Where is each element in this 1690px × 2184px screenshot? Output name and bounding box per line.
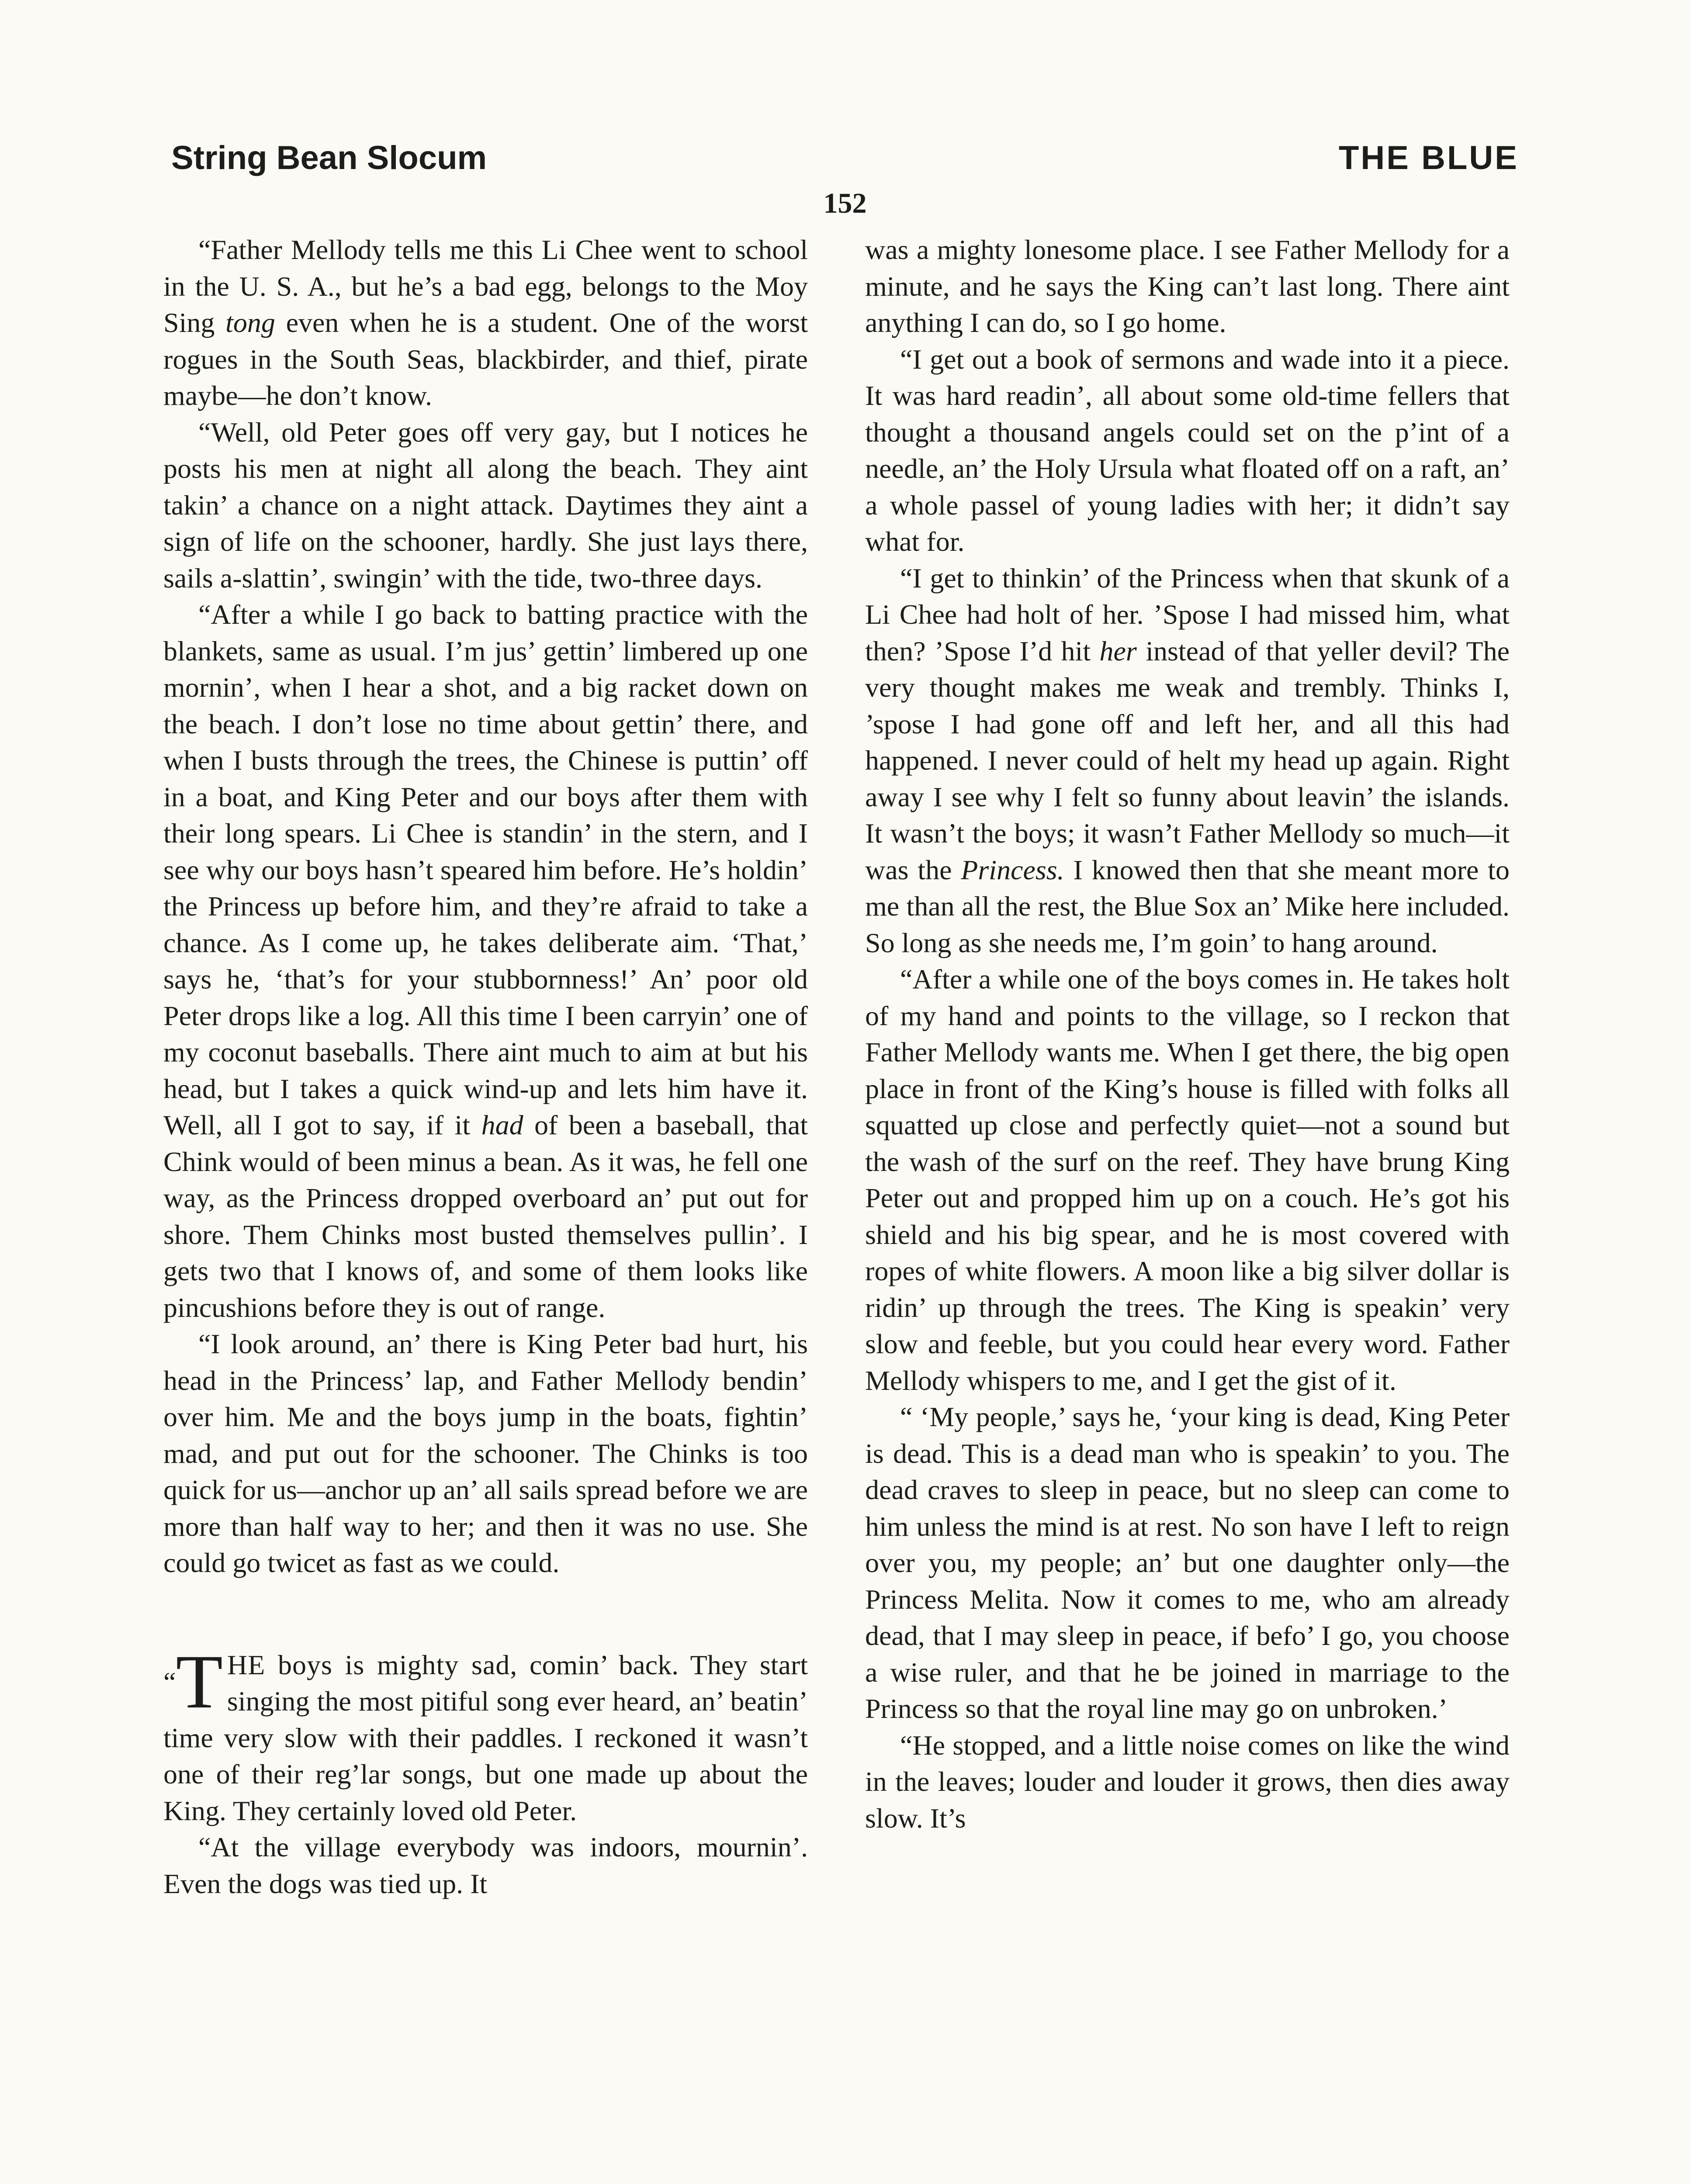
page-number: 152 <box>823 187 867 219</box>
paragraph-text: “After a while I go back to batting practice with the blankets, same as usual. I’m jus’ gettin’ limbered up one mornin’, when I hear a shot, and a big racket down on the beach. I don’t lose no time about gettin’ there, and when I busts through the trees, the Chinese is puttin’ off in a boat, and King Peter and our boys after them with their long spears. Li Chee is standin’ in the stern, and I see why our boys hasn’t speared him before. He’s holdin’ the Princess up before him, and they’re afraid to take a chance. As I come up, he takes deliberate aim. ‘That,’ says he, ‘that’s for your stubbornness!’ An’ poor old Peter drops like a log. All this time I been carryin’ one of my coconut baseballs. There aint much to aim at but his head, but I takes a quick wind-up and lets him have it. Well, all I got to say, if it <box>163 599 808 1140</box>
paragraph-continued: was a mighty lonesome place. I see Father Mellody for a minute, and he says the King can’t last long. There aint anything I can do, so I go home. <box>865 234 1510 338</box>
paragraph: “After a while one of the boys comes in. He takes holt of my hand and points to the village, so I reckon that Father Mellody wants me. When I get there, the big open place in front of the King’s house is filled with folks all squatted up close and perfectly quiet—not a sound but the wash of the surf on the reef. They have brung King Peter out and propped him up on a couch. He’s got his shield and his big spear, and he is most covered with ropes of white flowers. A moon like a big silver dollar is ridin’ up through the trees. The King is speakin’ very slow and feeble, but you could hear every word. Father Mellody whispers to me, and I get the gist of it. <box>865 964 1510 1396</box>
left-column <box>163 232 808 2184</box>
opening-quote: “ <box>163 1666 176 1697</box>
italic-word: had <box>481 1109 523 1140</box>
paragraph: “He stopped, and a little noise comes on like the wind in the leaves; louder and louder it grows, then dies away slow. It’s <box>865 1729 1510 1834</box>
paragraph <box>163 596 808 1326</box>
lead-in-text: HE boys is mighty sad, <box>227 1649 518 1680</box>
paragraph: “At the village everybody was indoors, mournin’. Even the dogs was tied up. It <box>163 1832 808 1899</box>
paragraph-text: “I get to thinkin’ of the Princess when that skunk of a Li Chee had holt of her. ’Spose I had missed him, what then? ’Spose I’d hit <box>865 562 1510 667</box>
italic-word: tong <box>225 307 275 338</box>
paragraph <box>865 560 1510 961</box>
magazine-title: THE BLUE <box>1339 139 1519 176</box>
paragraph-text: “Father Mellody tells me this Li Chee went to school in the U. S. A., but he’s a bad egg, belongs to the Moy Sing <box>163 234 808 338</box>
paragraph <box>163 232 808 414</box>
section-opening-paragraph <box>163 1639 808 1829</box>
paragraph: “Well, old Peter goes off very gay, but I notices he posts his men at night all along the beach. They aint takin’ a chance on a night attack. Daytimes they aint a sign of life on the schooner, hardly. She just lays there, sails a-slattin’, swingin’ with the tide, two-three days. <box>163 416 808 594</box>
italic-word: her <box>1099 635 1137 667</box>
paragraph: “ ‘My people,’ says he, ‘your king is dead, King Peter is dead. This is a dead man who is speakin’ to you. The dead craves to sleep in peace, but no sleep can come to him unless the mind is at rest. No son have I left to reign over you, my people; an’ but one daughter only—the Princess Melita. Now it comes to me, who am already dead, that I may sleep in peace, if befo’ I go, you choose a wise ruler, and that he be joined in marriage to the Princess so that the royal line may go on unbroken.’ <box>865 1401 1510 1724</box>
paragraph-text: comin’ back. They start singing the most pitiful song ever heard, an’ beatin’ time very slow with their paddles. I reckoned it wasn’t one of their reg’lar songs, but one made up about the King. They certainly loved old Peter. <box>163 1649 808 1826</box>
italic-word: Princess. <box>961 854 1064 885</box>
paragraph-text: instead of that yeller devil? The very thought makes me weak and trembly. Thinks I, ’spose I had gone off and left her, and all this had happened. I never could of helt my head up again. Right away I see why I felt so funny about leavin’ the islands. It wasn’t the boys; it wasn’t Father Mellody so much—it was the <box>865 635 1510 885</box>
right-column <box>865 232 1510 2184</box>
paragraph: “I get out a book of sermons and wade into it a piece. It was hard readin’, all about some old-time fellers that thought a thousand angels could set on the p’int of a needle, an’ the Holy Ursula what floated off on a raft, an’ a whole passel of young ladies with her; it didn’t say what for. <box>865 343 1510 557</box>
paragraph: “I look around, an’ there is King Peter bad hurt, his head in the Princess’ lap, and Father Mellody bendin’ over him. Me and the boys jump in the boats, fightin’ mad, and put out for the schooner. The Chinks is too quick for us—anchor up an’ all sails spread before we are more than half way to her; and then it was no use. She could go twicet as fast as we could. <box>163 1328 808 1578</box>
story-title: String Bean Slocum <box>171 139 487 176</box>
paragraph-text: even when he is a student. One of the worst rogues in the South Seas, blackbirder, and thief, pirate maybe—he don’t know. <box>163 307 808 411</box>
paragraph-text: of been a baseball, that Chink would of been minus a bean. As it was, he fell one way, as the Princess dropped overboard an’ put out for shore. Them Chinks most busted themselves pullin’. I gets two that I knows of, and some of them looks like pincushions before they is out of range. <box>163 1109 808 1323</box>
drop-cap: T <box>176 1639 223 1724</box>
paragraph-text: I knowed then that she meant more to me than all the rest, the Blue Sox an’ Mike here included. So long as she needs me, I’m goin’ to hang around. <box>865 854 1510 958</box>
